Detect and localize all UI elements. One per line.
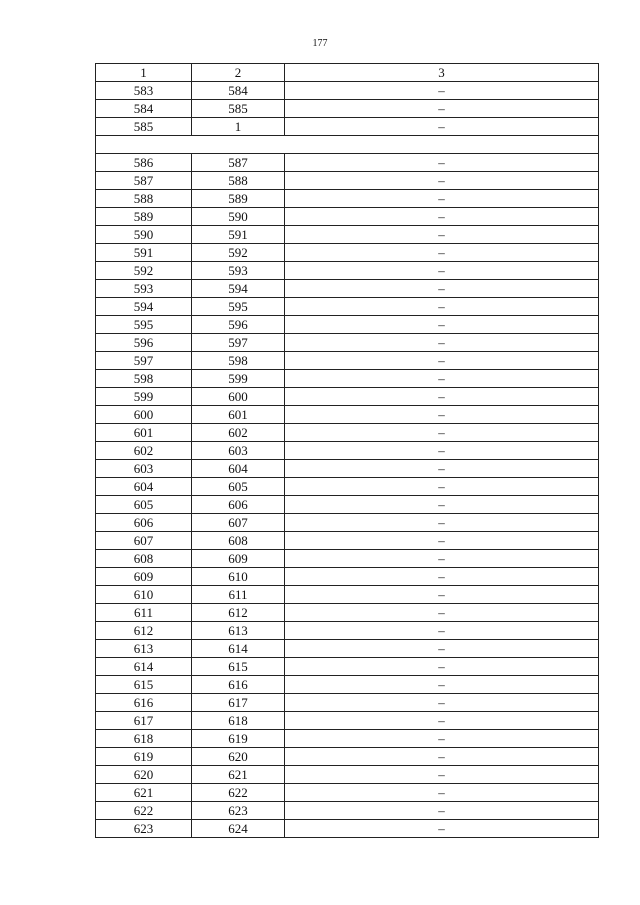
table-row	[96, 190, 599, 208]
table-cell-col-1: 605	[96, 496, 192, 514]
table-cell-col-2: 595	[192, 298, 285, 316]
table-cell-col-2: 621	[192, 766, 285, 784]
column-header-3: 3	[285, 64, 599, 82]
table-cell-col-2: 624	[192, 820, 285, 838]
table-cell-col-2: 611	[192, 586, 285, 604]
table-cell-col-3: –	[285, 388, 599, 406]
table-cell-col-3: –	[285, 226, 599, 244]
table-cell-col-3: –	[285, 766, 599, 784]
table-cell-col-2: 597	[192, 334, 285, 352]
table-cell-col-1: 593	[96, 280, 192, 298]
table-cell-col-1: 583	[96, 82, 192, 100]
table-cell-col-1: 617	[96, 712, 192, 730]
table-row	[96, 244, 599, 262]
section-gap	[96, 136, 599, 154]
table-cell-col-1: 590	[96, 226, 192, 244]
table-cell-col-3: –	[285, 406, 599, 424]
table-cell-col-3: –	[285, 550, 599, 568]
table-cell-col-1: 586	[96, 154, 192, 172]
table-cell-col-3: –	[285, 298, 599, 316]
spacer-row	[96, 136, 599, 154]
table-cell-col-2: 601	[192, 406, 285, 424]
table-cell-col-3: –	[285, 280, 599, 298]
table-cell-col-1: 607	[96, 532, 192, 550]
table-row	[96, 784, 599, 802]
table-cell-col-2: 591	[192, 226, 285, 244]
table-row	[96, 316, 599, 334]
table-cell-col-2: 615	[192, 658, 285, 676]
table-cell-col-1: 596	[96, 334, 192, 352]
table-cell-col-1: 604	[96, 478, 192, 496]
table-row	[96, 514, 599, 532]
table-row	[96, 154, 599, 172]
table-row	[96, 460, 599, 478]
table-cell-col-1: 620	[96, 766, 192, 784]
table-cell-col-2: 618	[192, 712, 285, 730]
table-cell-col-3: –	[285, 118, 599, 136]
table-cell-col-2: 619	[192, 730, 285, 748]
table-cell-col-2: 617	[192, 694, 285, 712]
table-row	[96, 172, 599, 190]
table-cell-col-1: 606	[96, 514, 192, 532]
table-cell-col-3: –	[285, 694, 599, 712]
table-row	[96, 208, 599, 226]
table-cell-col-3: –	[285, 748, 599, 766]
table-row	[96, 604, 599, 622]
table-row	[96, 442, 599, 460]
table-cell-col-3: –	[285, 370, 599, 388]
table-cell-col-3: –	[285, 244, 599, 262]
table-row	[96, 478, 599, 496]
table-cell-col-2: 605	[192, 478, 285, 496]
table-row	[96, 352, 599, 370]
table-section-1	[96, 82, 599, 136]
table-cell-col-1: 609	[96, 568, 192, 586]
table-cell-col-2: 620	[192, 748, 285, 766]
table-cell-col-1: 585	[96, 118, 192, 136]
table-cell-col-3: –	[285, 676, 599, 694]
table-cell-col-1: 591	[96, 244, 192, 262]
table-cell-col-1: 623	[96, 820, 192, 838]
table-row	[96, 586, 599, 604]
table-cell-col-1: 601	[96, 424, 192, 442]
table-cell-col-2: 613	[192, 622, 285, 640]
column-header-2: 2	[192, 64, 285, 82]
table-cell-col-1: 608	[96, 550, 192, 568]
table-cell-col-3: –	[285, 712, 599, 730]
table-row	[96, 388, 599, 406]
table-cell-col-2: 606	[192, 496, 285, 514]
table-cell-col-2: 588	[192, 172, 285, 190]
table-row	[96, 370, 599, 388]
table-cell-col-3: –	[285, 496, 599, 514]
table-cell-col-1: 598	[96, 370, 192, 388]
table-cell-col-1: 594	[96, 298, 192, 316]
table-cell-col-2: 602	[192, 424, 285, 442]
table-cell-col-3: –	[285, 586, 599, 604]
table-row	[96, 568, 599, 586]
table-cell-col-3: –	[285, 316, 599, 334]
table-row	[96, 280, 599, 298]
table-cell-col-2: 1	[192, 118, 285, 136]
table-row	[96, 532, 599, 550]
table-cell-col-1: 603	[96, 460, 192, 478]
table-cell-col-3: –	[285, 100, 599, 118]
column-header-1: 1	[96, 64, 192, 82]
table-row	[96, 802, 599, 820]
table-cell-col-3: –	[285, 172, 599, 190]
table-cell-col-1: 619	[96, 748, 192, 766]
table-cell-col-1: 613	[96, 640, 192, 658]
table-cell-col-3: –	[285, 730, 599, 748]
table-cell-col-1: 589	[96, 208, 192, 226]
table-cell-col-3: –	[285, 262, 599, 280]
table-cell-col-1: 600	[96, 406, 192, 424]
table-row	[96, 334, 599, 352]
table-cell-col-1: 618	[96, 730, 192, 748]
table-cell-col-3: –	[285, 784, 599, 802]
table-row	[96, 496, 599, 514]
table-cell-col-3: –	[285, 460, 599, 478]
table-cell-col-3: –	[285, 190, 599, 208]
table-cell-col-3: –	[285, 352, 599, 370]
table-cell-col-2: 610	[192, 568, 285, 586]
table-cell-col-2: 594	[192, 280, 285, 298]
table-row	[96, 298, 599, 316]
table-cell-col-3: –	[285, 154, 599, 172]
table-cell-col-3: –	[285, 208, 599, 226]
table-cell-col-2: 599	[192, 370, 285, 388]
table-row	[96, 730, 599, 748]
table-row	[96, 820, 599, 838]
table-cell-col-1: 592	[96, 262, 192, 280]
table-cell-col-2: 592	[192, 244, 285, 262]
table-cell-col-3: –	[285, 478, 599, 496]
table-cell-col-1: 622	[96, 802, 192, 820]
table-cell-col-2: 589	[192, 190, 285, 208]
table-cell-col-3: –	[285, 658, 599, 676]
table-cell-col-2: 603	[192, 442, 285, 460]
table-cell-col-2: 584	[192, 82, 285, 100]
table-cell-col-2: 623	[192, 802, 285, 820]
table-row	[96, 640, 599, 658]
table-cell-col-2: 600	[192, 388, 285, 406]
table-section-2	[96, 154, 599, 838]
table-cell-col-2: 590	[192, 208, 285, 226]
table-row	[96, 550, 599, 568]
table-cell-col-3: –	[285, 622, 599, 640]
table-row	[96, 424, 599, 442]
table-cell-col-3: –	[285, 820, 599, 838]
table-row	[96, 622, 599, 640]
table-cell-col-3: –	[285, 514, 599, 532]
table-cell-col-1: 588	[96, 190, 192, 208]
table-cell-col-2: 604	[192, 460, 285, 478]
table-header	[96, 64, 599, 82]
table-cell-col-1: 614	[96, 658, 192, 676]
table-cell-col-1: 621	[96, 784, 192, 802]
table-cell-col-3: –	[285, 334, 599, 352]
table-cell-col-1: 595	[96, 316, 192, 334]
page-number: 177	[312, 38, 328, 49]
table-cell-col-3: –	[285, 424, 599, 442]
table-cell-col-3: –	[285, 802, 599, 820]
table-cell-col-3: –	[285, 568, 599, 586]
table-row	[96, 406, 599, 424]
table-cell-col-2: 608	[192, 532, 285, 550]
table-cell-col-1: 584	[96, 100, 192, 118]
table-cell-col-3: –	[285, 604, 599, 622]
table-cell-col-1: 615	[96, 676, 192, 694]
table-cell-col-3: –	[285, 442, 599, 460]
table-cell-col-2: 616	[192, 676, 285, 694]
table-row	[96, 748, 599, 766]
table-cell-col-2: 587	[192, 154, 285, 172]
table-cell-col-1: 597	[96, 352, 192, 370]
table-cell-col-2: 609	[192, 550, 285, 568]
table-row	[96, 694, 599, 712]
table-cell-col-2: 622	[192, 784, 285, 802]
table-cell-col-1: 616	[96, 694, 192, 712]
table-cell-col-2: 607	[192, 514, 285, 532]
table-cell-col-3: –	[285, 82, 599, 100]
table-cell-col-1: 612	[96, 622, 192, 640]
table-row	[96, 82, 599, 100]
table-row	[96, 766, 599, 784]
table-cell-col-2: 596	[192, 316, 285, 334]
table-row	[96, 262, 599, 280]
table-cell-col-1: 611	[96, 604, 192, 622]
table-row	[96, 658, 599, 676]
table-row	[96, 712, 599, 730]
header-row	[96, 64, 599, 82]
table-cell-col-3: –	[285, 640, 599, 658]
table-cell-col-2: 585	[192, 100, 285, 118]
table-cell-col-2: 612	[192, 604, 285, 622]
table-cell-col-2: 614	[192, 640, 285, 658]
table-row	[96, 100, 599, 118]
table-cell-col-3: –	[285, 532, 599, 550]
table-cell-col-1: 599	[96, 388, 192, 406]
table-row	[96, 118, 599, 136]
table-row	[96, 676, 599, 694]
spacer-cell	[96, 136, 599, 154]
table-cell-col-2: 593	[192, 262, 285, 280]
table-cell-col-1: 602	[96, 442, 192, 460]
table-cell-col-2: 598	[192, 352, 285, 370]
table-row	[96, 226, 599, 244]
table-cell-col-1: 610	[96, 586, 192, 604]
table-cell-col-1: 587	[96, 172, 192, 190]
data-table	[95, 63, 599, 838]
